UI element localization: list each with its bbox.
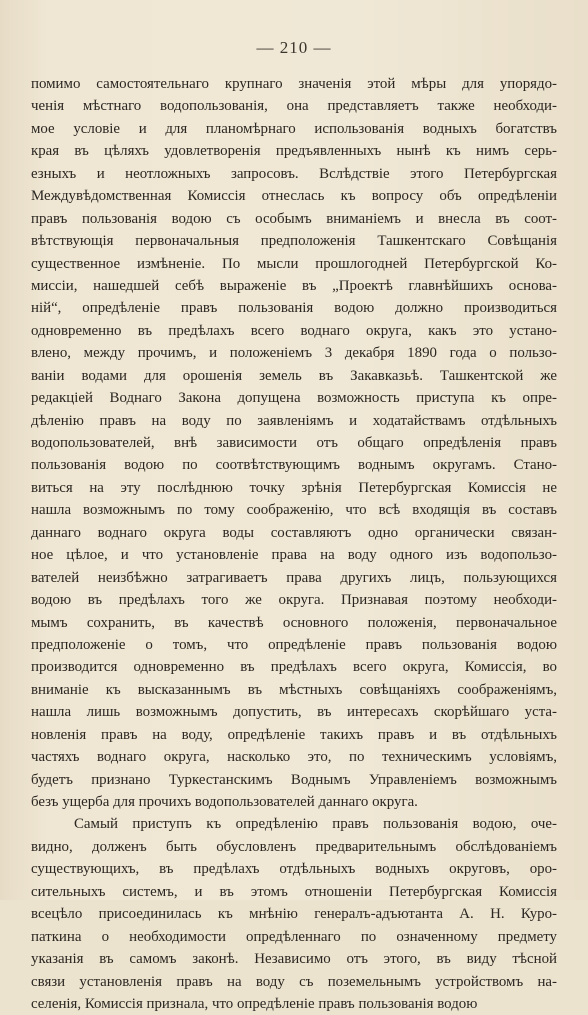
text-line: помимо самостоятельнаго крупнаго значенія этой мѣры для упорядо- [31,76,557,92]
text-line: вѣтствующія первоначальныя предположенія Ташкентскаго Совѣщанія [31,233,557,250]
text-line: мымъ сохранить, въ качествѣ основного положенія, первоначальное [31,614,557,631]
text-line: видно, долженъ быть обусловленъ предварительнымъ обслѣдованіемъ [31,838,557,855]
text-line: езныхъ и неотложныхъ запросовъ. Вслѣдствіе этого Петербургская [31,165,557,182]
text-line: производится одновременно въ предѣлахъ всего округа, Комиссія, во [31,659,557,676]
text-line: ній“, опредѣленіе правъ пользованія водою должно производиться [31,300,557,317]
text-line: ченія мѣстнаго водопользованія, она представляетъ также необходи- [31,98,557,115]
text-line: нашла лишь возможнымъ допустить, въ интересахъ скорѣйшаго уста- [31,704,557,721]
text-line: существующихъ, въ предѣлахъ отдѣльныхъ водныхъ округовъ, оро- [31,861,557,878]
text-line: ваніи водами для орошенія земель въ Закавказьѣ. Ташкентской же [31,367,557,384]
text-line: влено, между прочимъ, и положеніемъ 3 декабря 1890 года о пользо- [31,345,557,362]
text-line: сительныхъ системъ, и въ этомъ отношеніи Петербургская Комиссія [31,883,557,900]
text-line: Междувѣдомственная Комиссія отнеслась къ вопросу объ опредѣленіи [31,188,557,205]
text-line: существенное измѣненіе. По мысли прошлогодней Петербургской Ко- [31,255,557,272]
text-line: паткина о необходимости опредѣленнаго по означенному предмету [31,928,557,945]
text-line: вниманіе къ высказаннымъ въ мѣстныхъ совѣщаніяхъ соображеніямъ, [31,681,557,698]
text-line: виться на эту послѣднюю точку зрѣнія Петербургская Комиссія не [31,479,557,496]
page-number: — 210 — [256,38,332,57]
text-line: новленія правъ на воду, опредѣленіе такихъ правъ и въ отдѣльныхъ [31,726,557,743]
text-line: указанія въ самомъ законѣ. Независимо отъ этого, въ виду тѣсной [31,951,557,968]
text-line: всецѣло присоединилась къ мнѣнію генералъ-адъютанта А. Н. Куро- [31,906,557,923]
text-line: Самый приступъ къ опредѣленію правъ пользованія водою, оче- [74,816,557,833]
text-line: селенія, Комиссія признала, что опредѣленіе правъ пользованія водою [31,995,478,1012]
text-line: мое условіе и для планомѣрнаго использованія водныхъ богатствъ [31,120,557,137]
text-line: вателей неизбѣжно затрагиваетъ права другихъ лицъ, пользующихся [31,569,557,586]
text-line: частяхъ воднаго округа, насколько это, по техническимъ условіямъ, [31,749,557,766]
text-line: безъ ущерба для прочихъ водопользователей даннаго округа. [31,794,418,810]
text-line: правъ пользованія водою съ особымъ вниманіемъ и внесла въ соот- [31,210,557,227]
text-line: края въ цѣляхъ удовлетворенія предъявленныхъ нынѣ къ нимъ серь- [31,143,557,160]
text-line: даннаго воднаго округа воды составляютъ одно органически связан- [31,524,557,541]
text-line: водою въ предѣлахъ того же округа. Признавая поэтому необходи- [31,592,557,609]
text-line: пользованія водою по соотвѣтствующимъ воднымъ округамъ. Стано- [31,457,557,474]
text-line: связи установленія правъ на воду съ поземельнымъ устройствомъ на- [31,973,557,990]
text-line: предположеніе о томъ, что опредѣленіе правъ пользованія водою [31,636,557,653]
text-line: будетъ признано Туркестанскимъ Воднымъ Управленіемъ возможнымъ [31,771,557,788]
text-line: дѣленію правъ на воду по заявленіямъ и ходатайствамъ отдѣльныхъ [31,412,557,429]
text-line: водопользователей, внѣ зависимости отъ общаго опредѣленія правъ [31,435,557,451]
text-line: редакціей Воднаго Закона допущена возможность приступа къ опре- [31,390,557,407]
text-line: нашла возможнымъ по тому соображенію, что всѣ входящія въ составъ [31,502,557,519]
body-text [31,73,557,1015]
text-line: одновременно въ предѣлахъ всего воднаго округа, какъ это устано- [31,322,557,339]
text-line: миссіи, нашедшей себѣ выраженіе въ „Проектѣ главнѣйшихъ основа- [31,277,557,294]
text-line: ное цѣлое, и что установленіе права на воду одного изъ водопользо- [31,547,557,564]
